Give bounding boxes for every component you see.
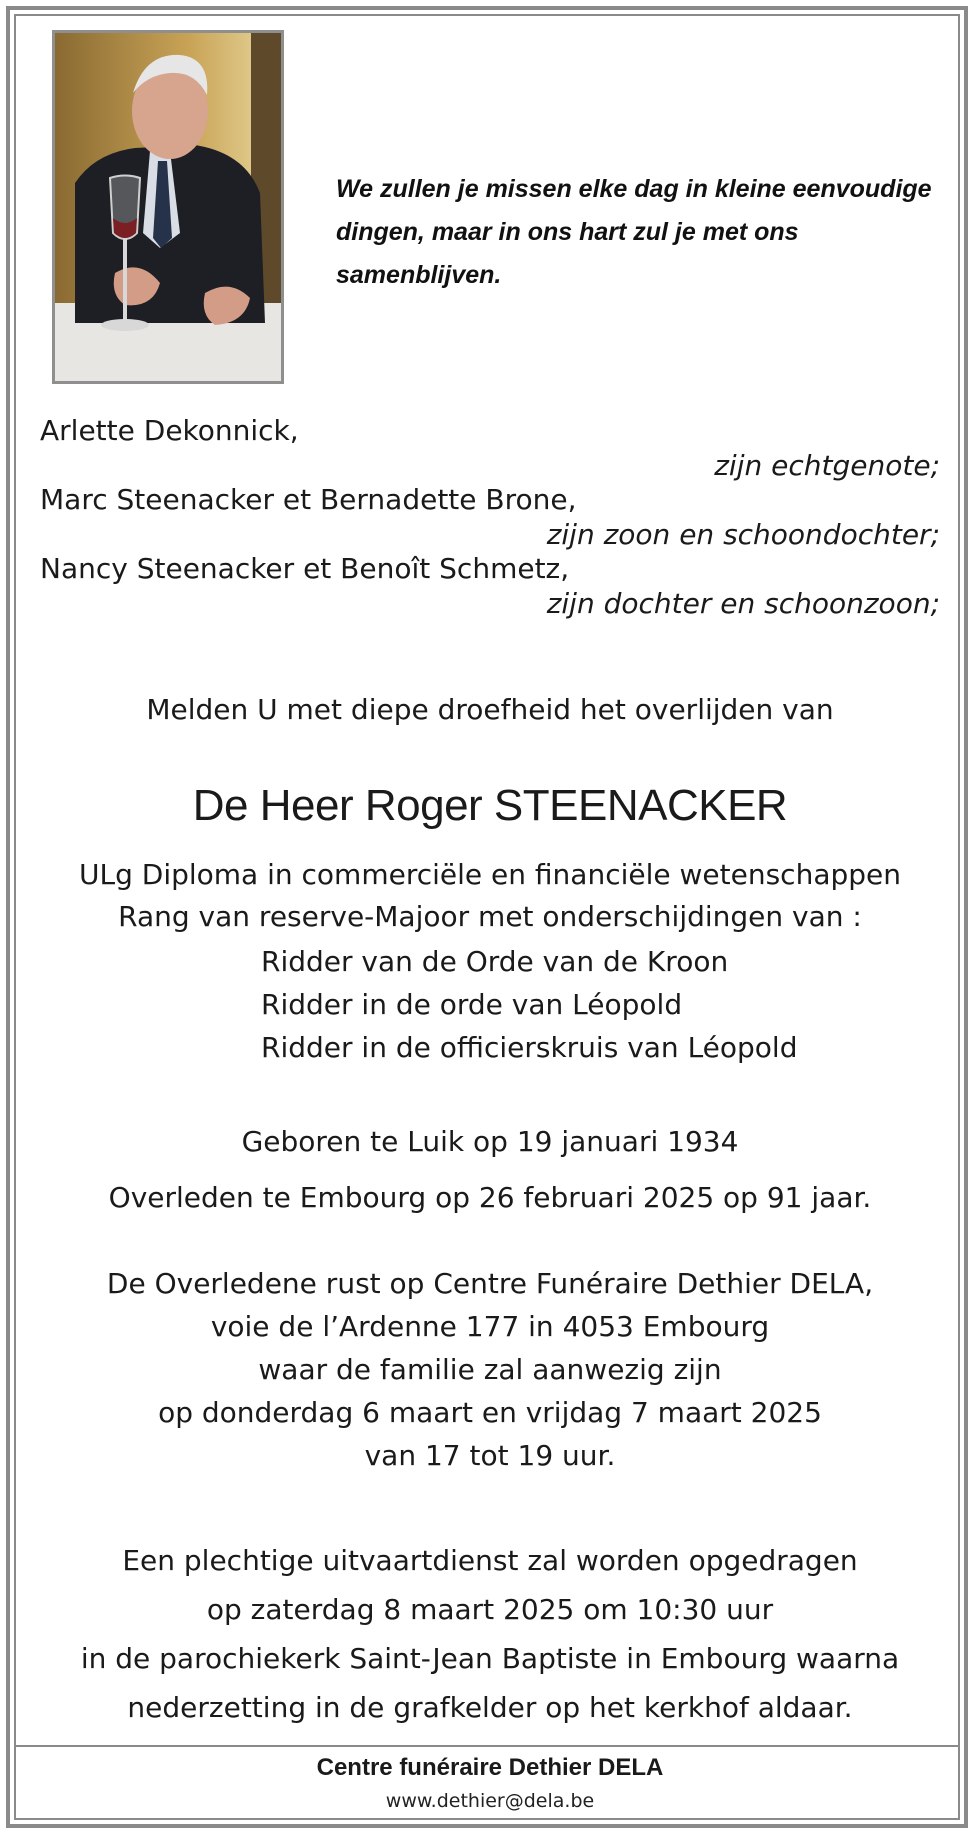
quote-line: dingen, maar in ons hart zul je met ons (336, 218, 799, 246)
birth-date: Geboren te Luik op 19 januari 1934 (241, 1125, 739, 1158)
funeral-home-name: Centre funéraire Dethier DELA (316, 1754, 664, 1781)
honor-item: Ridder in de officierskruis van Léopold (261, 1031, 798, 1064)
service-line: op zaterdag 8 maart 2025 om 10:30 uur (206, 1593, 774, 1626)
deceased-name: De Heer Roger STEENACKER (192, 781, 788, 830)
funeral-home-website[interactable]: www.dethier@dela.be (385, 1790, 595, 1812)
death-date: Overleden te Embourg op 26 februari 2025 op 91 jaar. (108, 1181, 872, 1214)
family-member-relation: zijn echtgenote; (714, 449, 940, 482)
visitation-line: waar de familie zal aanwezig zijn (258, 1353, 722, 1386)
visitation-line: voie de l’Ardenne 177 in 4053 Embourg (210, 1310, 770, 1343)
title-line: ULg Diploma in commerciële en financiële wetenschappen (78, 858, 901, 891)
honor-item: Ridder van de Orde van de Kroon (261, 945, 729, 978)
visitation-info (20, 1262, 960, 1477)
family-list (40, 414, 940, 621)
portrait-photo (52, 30, 284, 384)
memorial-quote (336, 168, 936, 297)
portrait-icon (55, 33, 281, 381)
honors-list (261, 940, 797, 1069)
life-dates (20, 1114, 960, 1226)
service-line: Een plechtige uitvaartdienst zal worden opgedragen (122, 1544, 858, 1577)
family-member-name: Marc Steenacker et Bernadette Brone, (40, 483, 577, 516)
announcement-text: Melden U met diepe droefheid het overlijden van (146, 693, 834, 726)
service-line: in de parochiekerk Saint-Jean Baptiste in Embourg waarna (80, 1642, 900, 1675)
title-line: Rang van reserve-Majoor met onderschijdingen van : (118, 900, 862, 933)
family-member-name: Arlette Dekonnick, (40, 414, 299, 447)
service-line: nederzetting in de grafkelder op het kerkhof aldaar. (127, 1691, 853, 1724)
honor-item: Ridder in de orde van Léopold (261, 988, 683, 1021)
family-member-relation: zijn dochter en schoonzoon; (546, 587, 940, 620)
visitation-line: op donderdag 6 maart en vrijdag 7 maart 2025 (158, 1396, 822, 1429)
footer-divider (16, 1745, 958, 1747)
visitation-line: van 17 tot 19 uur. (364, 1439, 616, 1472)
deceased-titles (20, 854, 960, 938)
family-member-relation: zijn zoon en schoondochter; (546, 518, 940, 551)
quote-line: samenblijven. (336, 261, 502, 289)
family-member-name: Nancy Steenacker et Benoît Schmetz, (40, 552, 570, 585)
funeral-service-info (20, 1536, 960, 1732)
visitation-line: De Overledene rust op Centre Funéraire Dethier DELA, (106, 1267, 874, 1300)
quote-line: We zullen je missen elke dag in kleine eenvoudige (336, 175, 932, 203)
